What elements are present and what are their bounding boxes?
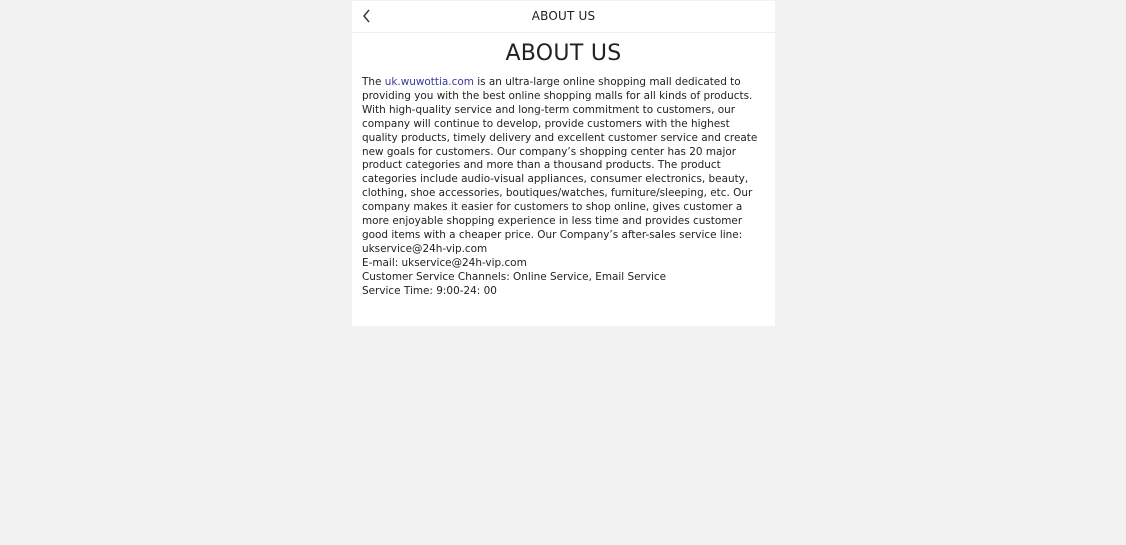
intro-prefix: The <box>362 76 385 88</box>
description-text: is an ultra-large online shopping mall dedicated to providing you with the best online shopping malls for all kinds of products. With high-quality service and long-term commitment to customers, our company will continue to develop, provide customers with the highest quality products, timely delivery and excellent customer service and create new goals for customers. Our company’s shopping center has 20 major product categories and more than a thousand products. The product categories include audio-visual appliances, consumer electronics, beauty, clothing, shoe accessories, boutiques/watches, furniture/sleeping, etc. Our company makes it easier for customers to shop online, gives customer a more enjoyable shopping experience in less time and provides customer good items with a cheaper price. Our Company’s after-sales service line: ukservice@24h-vip.com <box>362 76 758 255</box>
description-paragraph <box>362 76 763 257</box>
top-bar <box>352 1 775 33</box>
channels-line: Customer Service Channels: Online Service, Email Service <box>362 270 667 283</box>
about-panel <box>352 1 775 326</box>
top-bar-title: ABOUT US <box>531 9 596 23</box>
site-link[interactable]: uk.wuwottia.com <box>384 76 474 88</box>
page-heading: ABOUT US <box>505 41 622 66</box>
email-line: E-mail: ukservice@24h-vip.com <box>362 256 527 269</box>
service-time-line: Service Time: 9:00-24: 00 <box>362 284 497 297</box>
about-content <box>362 76 763 299</box>
